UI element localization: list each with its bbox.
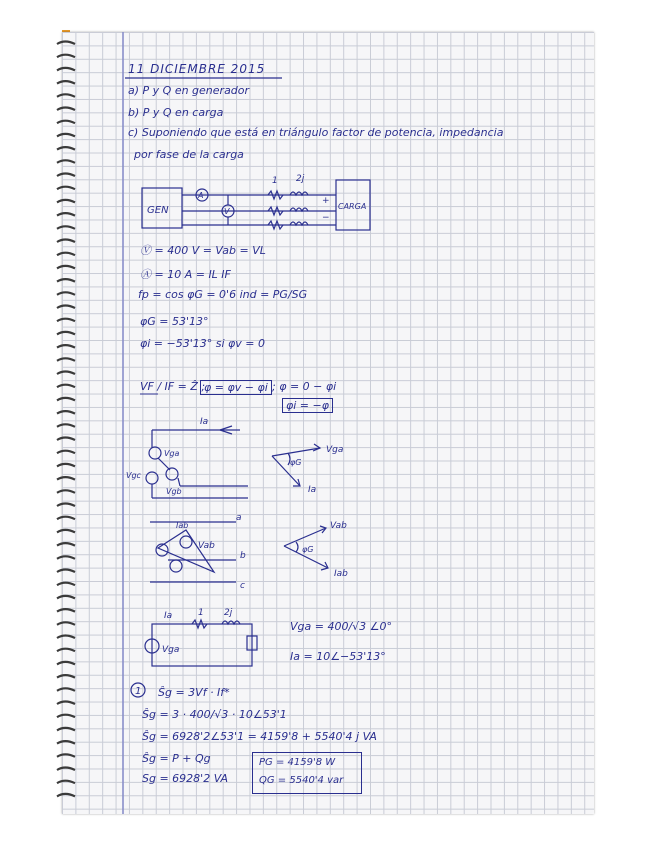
phase-ia-label: Ia bbox=[164, 611, 173, 621]
phasor-star-angle: φG bbox=[290, 458, 302, 467]
question-c: c) Suponiendo que está en triángulo factor de potencia, impedancia bbox=[128, 126, 504, 139]
phase-vga-label: Vga bbox=[162, 645, 180, 655]
star-vga-label: Vga bbox=[164, 449, 180, 458]
impedance-mid: ; φ = 0 − φi bbox=[272, 380, 337, 393]
star-connection-diagram bbox=[146, 426, 248, 498]
answer-line-3: Ŝg = 6928'2∠53'1 = 4159'8 + 5540'4 j VA bbox=[142, 730, 377, 743]
phasor-delta-v: Vab bbox=[330, 521, 347, 531]
impedance-box-2: φi = −φ bbox=[282, 398, 333, 413]
question-a: a) P y Q en generador bbox=[128, 84, 250, 97]
delta-connection-diagram bbox=[150, 522, 236, 582]
delta-iab-label: Iab bbox=[176, 521, 189, 530]
answer-p: PG = 4159'8 W bbox=[259, 757, 336, 768]
equation-phi-i: φi = −53'13° si φv = 0 bbox=[140, 337, 266, 350]
delta-c-label: c bbox=[240, 581, 245, 591]
star-vgb-label: Vgb bbox=[166, 487, 182, 496]
phasor-delta-angle: φG bbox=[302, 545, 314, 554]
phase-eq-vga: Vga = 400/√3 ∠0° bbox=[290, 620, 393, 633]
delta-a-label: a bbox=[236, 513, 242, 523]
equation-phi-g: φG = 53'13° bbox=[140, 315, 209, 328]
equation-ammeter: Ⓐ = 10 A = IL IF bbox=[140, 268, 231, 281]
answer-line-1: Ŝg = 3Vf · If* bbox=[158, 686, 230, 699]
star-ia-label: Ia bbox=[200, 417, 209, 427]
question-c-continued: por fase de la carga bbox=[134, 148, 244, 161]
impedance-box-1: φ = φv − φi bbox=[200, 380, 272, 395]
phasor-delta-i: Iab bbox=[334, 569, 348, 579]
delta-vab-label: Vab bbox=[198, 541, 215, 551]
equation-power-factor: fp = cos φG = 0'6 ind = PG/SG bbox=[138, 288, 308, 301]
equation-voltmeter: Ⓥ = 400 V = Vab = VL bbox=[140, 244, 266, 257]
answer-line-4: Ŝg = P + Qg bbox=[142, 752, 211, 765]
question-b: b) P y Q en carga bbox=[128, 106, 224, 119]
resistor-label: 1 bbox=[272, 176, 278, 186]
phase-x-label: 2j bbox=[224, 608, 233, 618]
answer-q: QG = 5540'4 var bbox=[259, 775, 344, 786]
answer-line-2: Ŝg = 3 · 400/√3 · 10∠53'1 bbox=[142, 708, 287, 721]
voltmeter-label: V bbox=[224, 207, 230, 216]
star-vgc-label: Vgc bbox=[126, 471, 141, 480]
answer-number: 1 bbox=[135, 686, 142, 697]
load-label: CARGA bbox=[338, 202, 367, 211]
circuit-generator-load bbox=[142, 180, 370, 230]
gen-label: GEN bbox=[147, 205, 169, 216]
impedance-lhs: VF / IF = Ẑ ; bbox=[140, 380, 206, 393]
plus-sign: + bbox=[322, 196, 330, 206]
reactance-label: 2j bbox=[296, 174, 305, 184]
phasor-star-i: Ia bbox=[308, 485, 317, 495]
phase-eq-ia: Ia = 10∠−53'13° bbox=[290, 650, 386, 663]
delta-b-label: b bbox=[240, 551, 246, 561]
header-date: 11 DICIEMBRE 2015 bbox=[128, 62, 266, 76]
answer-line-5: Sg = 6928'2 VA bbox=[142, 772, 228, 785]
minus-sign: − bbox=[322, 213, 330, 223]
ammeter-label: A bbox=[198, 191, 204, 200]
phasor-star-v: Vga bbox=[326, 445, 344, 455]
phase-r-label: 1 bbox=[198, 608, 204, 618]
phase-equivalent-circuit bbox=[145, 620, 257, 666]
